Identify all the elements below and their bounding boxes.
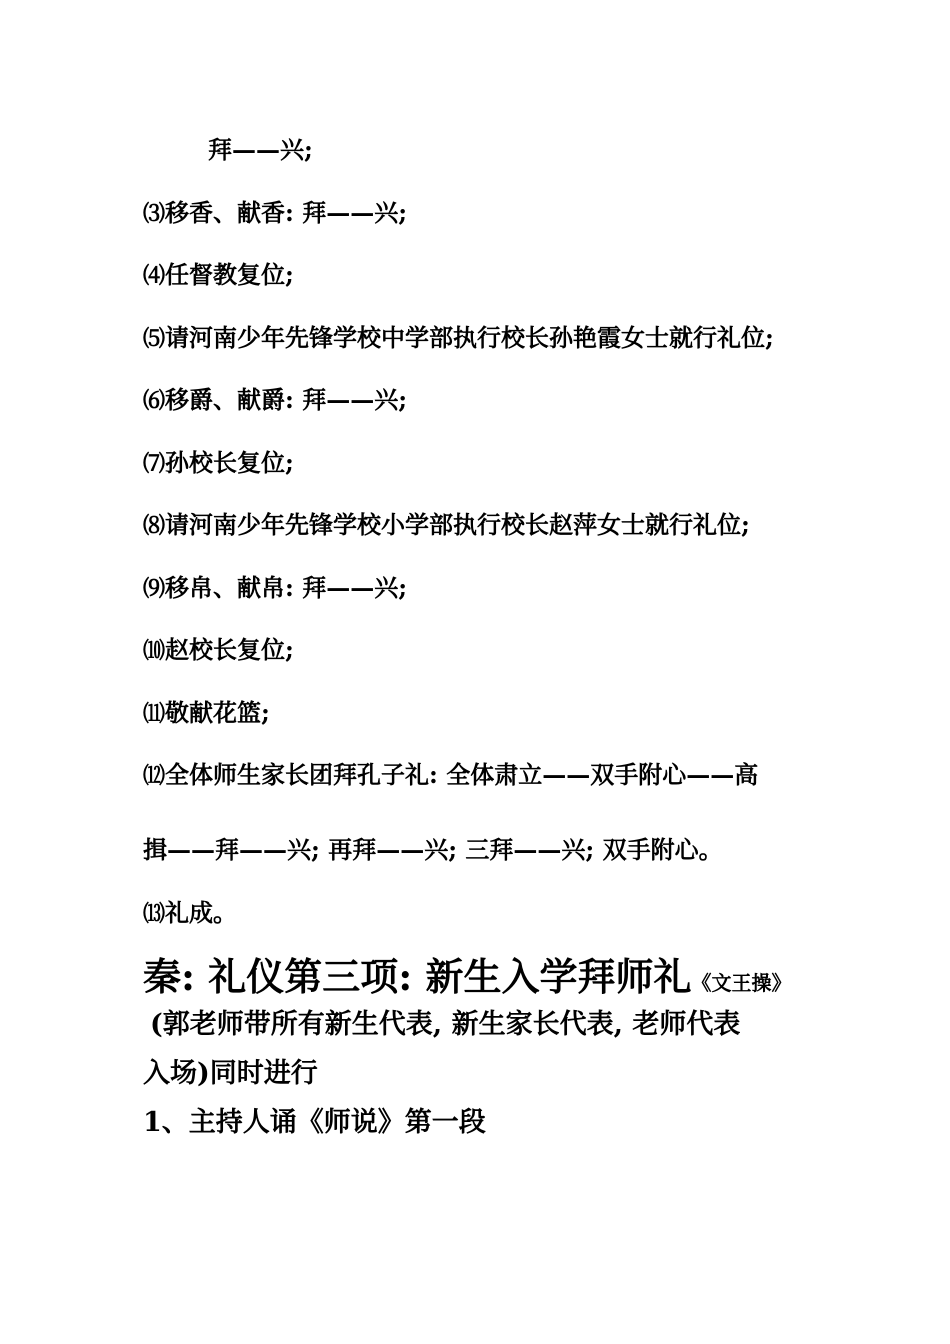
subtitle-line-2 [143,1057,318,1091]
line-text: 礼成。 [165,898,238,927]
list-item-13 [143,898,237,929]
list-item-10 [143,635,294,666]
item-number: ⑻ [143,513,166,539]
list-item-6 [143,385,407,416]
line-text: 移香、献香: 拜——兴; [165,198,408,227]
item-number: ⑶ [143,201,166,227]
item-number: ⑽ [143,638,166,664]
list-item-8 [143,510,750,541]
line-text: 拜——兴; [208,135,313,164]
item-number: ⒀ [143,901,166,927]
line-text: 任督教复位; [165,260,294,289]
item-number: ⑼ [143,576,166,602]
line-text: 孙校长复位; [165,448,294,477]
subtitle-text: 入场)同时进行 [143,1058,318,1089]
line-text: 请河南少年先锋学校小学部执行校长赵萍女士就行礼位; [165,510,750,539]
line-text: 揖——拜——兴; 再拜——兴; 三拜——兴; 双手附心。 [143,835,723,864]
list-item-9 [143,573,407,604]
line-text: 移帛、献帛: 拜——兴; [165,573,408,602]
item-number: ⑾ [143,701,166,727]
line-text: 敬献花篮; [165,698,270,727]
line-text: 全体师生家长团拜孔子礼: 全体肃立——双手附心——高 [165,760,759,789]
item-number: ⑷ [143,263,166,289]
list-item-12 [143,760,758,791]
text-line-bai-xing [208,135,313,165]
line-text: 移爵、献爵: 拜——兴; [165,385,408,414]
item-text: 1、主持人诵《师说》第一段 [143,1107,486,1138]
numbered-item-1 [143,1106,486,1140]
list-item-3 [143,198,407,229]
line-text: 赵校长复位; [165,635,294,664]
line-text: 请河南少年先锋学校中学部执行校长孙艳霞女士就行礼位; [165,323,774,352]
list-item-12-continued [143,835,723,865]
subtitle-line-1 [150,1008,740,1042]
list-item-11 [143,698,270,729]
item-number: ⑺ [143,451,166,477]
item-number: ⑹ [143,388,166,414]
list-item-5 [143,323,774,354]
list-item-7 [143,448,294,479]
heading-music-note: 《文王操》 [691,971,792,995]
section-heading [143,955,792,1005]
subtitle-text: (郭老师带所有新生代表, 新生家长代表, 老师代表 [150,1009,741,1040]
item-number: ⑿ [143,763,166,789]
item-number: ⑸ [143,326,166,352]
heading-main: 秦: 礼仪第三项: 新生入学拜师礼 [143,954,692,999]
list-item-4 [143,260,294,291]
